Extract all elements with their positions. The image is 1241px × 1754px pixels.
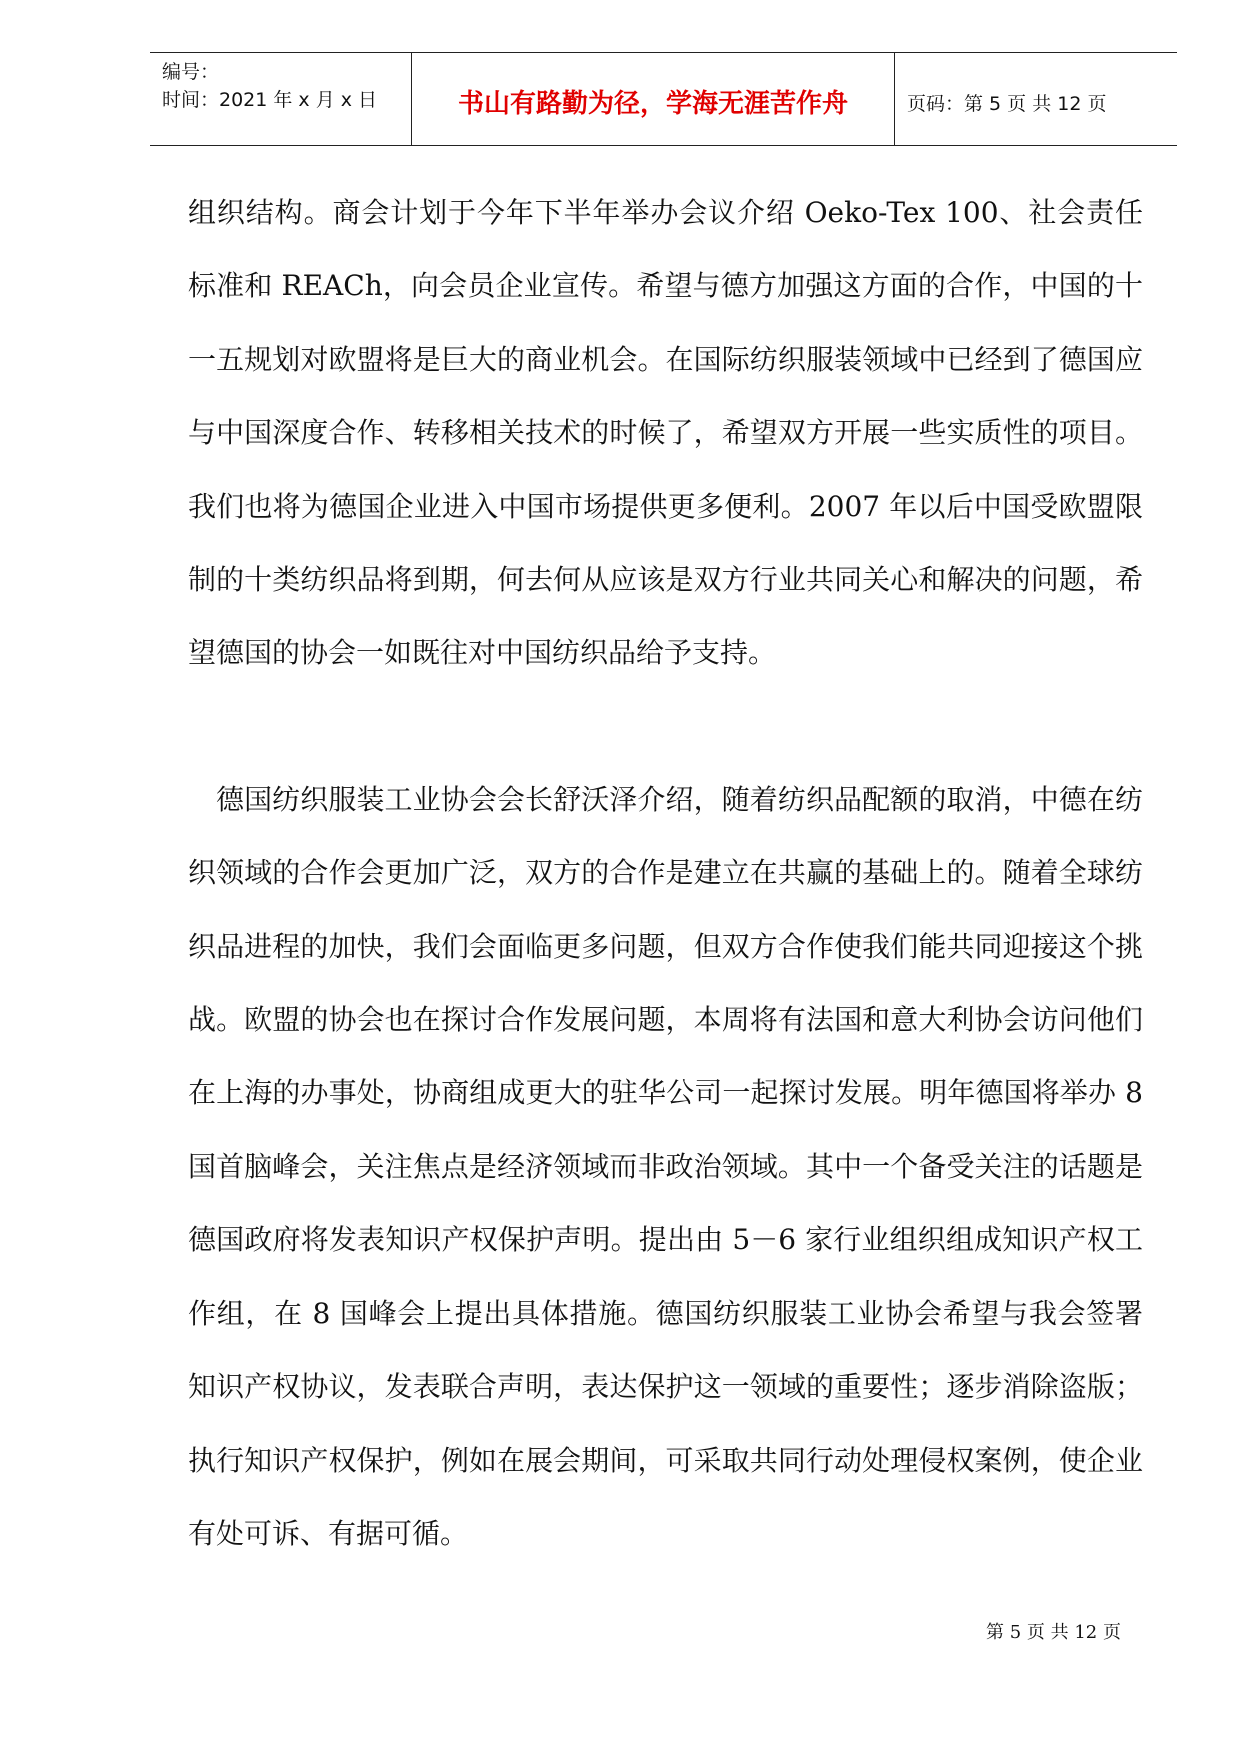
paragraph: 德国纺织服装工业协会会长舒沃泽介绍，随着纺织品配额的取消，中德在纺织领域的合作会更加广泛，双方的合作是建立在共赢的基础上的。随着全球纺织品进程的加快，我们会面临更多问题，但双方合作使我们能共同迎接这个挑战。欧盟的协会也在探讨合作发展问题，本周将有法国和意大利协会访问他们在上海的办事处，协商组成更大的驻华公司一起探讨发展。明年德国将举办 8 国首脑峰会，关注焦点是经济领域而非政治领域。其中一个备受关注的话题是德国政府将发表知识产权保护声明。提出由 5－6 家行业组织组成知识产权工作组，在 8 国峰会上提出具体措施。德国纺织服装工业协会希望与我会签署知识产权协议，发表联合声明，表达保护这一领域的重要性；逐步消除盗版；执行知识产权保护，例如在展会期间，可采取共同行动处理侵权案例，使企业有处可诉、有据可循。	[188, 782, 1143, 1550]
paragraph: 组织结构。商会计划于今年下半年举办会议介绍 Oeko-Tex 100、社会责任标准和 REACh，向会员企业宣传。希望与德方加强这方面的合作，中国的十一五规划对欧盟将是巨大的商业机会。在国际纺织服装领域中已经到了德国应与中国深度合作、转移相关技术的时候了，希望双方开展一些实质性的项目。我们也将为德国企业进入中国市场提供更多便利。2007 年以后中国受欧盟限制的十类纺织品将到期，何去何从应该是双方行业共同关心和解决的问题，希望德国的协会一如既往对中国纺织品给予支持。	[188, 196, 1143, 670]
header-page-cell	[895, 53, 1177, 145]
document-body	[188, 176, 1143, 1570]
motto-text: 书山有路勤为径，学海无涯苦作舟	[457, 89, 848, 119]
header-meta-cell	[150, 53, 412, 145]
page-header	[150, 52, 1177, 146]
time-label: 时间：2021 年 x 月 x 日	[162, 89, 378, 111]
page-footer-number: 第 5 页 共 12 页	[986, 1622, 1121, 1643]
header-motto-cell	[412, 53, 895, 145]
page-code-label: 页码：第 5 页 共 12 页	[907, 93, 1107, 115]
serial-label: 编号：	[162, 61, 220, 83]
